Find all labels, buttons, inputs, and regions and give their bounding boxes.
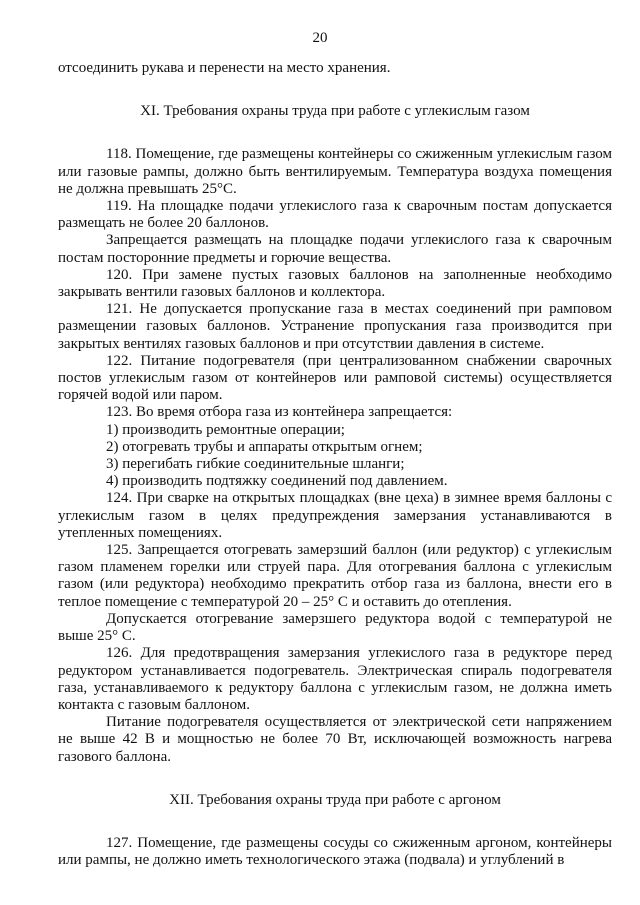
list-item: 2) отогревать трубы и аппараты открытым огнем; — [106, 438, 423, 455]
paragraph-118: 118. Помещение, где размещены контейнеры со сжиженным углекислым газом или газовые рампы, должно быть вентилируемым. Температура воздуха помещения не должна превышать 25°С. — [58, 146, 612, 197]
document-body — [58, 60, 612, 869]
section-11-title: XI. Требования охраны труда при работе с углекислым газом — [140, 103, 530, 120]
paragraph-119-prohibition: Запрещается размещать на площадке подачи углекислого газа к сварочным постам посторонние предметы и горючие вещества. — [58, 232, 612, 266]
paragraph-125-allowance: Допускается отогревание замерзшего редуктора водой с температурой не выше 25° С. — [58, 610, 612, 645]
list-item: 4) производить подтяжку соединений под давлением. — [106, 473, 448, 490]
continued-line: отсоединить рукава и перенести на место хранения. — [58, 60, 391, 76]
list-item: 3) перегибать гибкие соединительные шланги; — [106, 456, 405, 473]
paragraph-119: 119. На площадке подачи углекислого газа к сварочным постам допускается размещать не более 20 баллонов. — [58, 198, 612, 232]
paragraph-126: 126. Для предотвращения замерзания углекислого газа в редукторе перед редуктором устанавливается подогреватель. Электрическая спираль подогревателя газа, устанавливаемого к редуктору баллона с углекислым газом, не должна иметь контакта с газовым баллоном. — [58, 645, 612, 713]
page-number: 20 — [312, 30, 328, 46]
section-12-title: XII. Требования охраны труда при работе с аргоном — [169, 791, 501, 808]
paragraph-122: 122. Питание подогревателя (при централизованном снабжении сварочных постов углекислым газом от контейнеров или рамповой системы) осуществляется горячей водой или паром. — [58, 352, 612, 404]
paragraph-126-power: Питание подогревателя осуществляется от электрической сети напряжением не выше 42 В и мощностью не более 70 Вт, исключающей возможность нагрева газового баллона. — [58, 714, 612, 765]
paragraph-123: 123. Во время отбора газа из контейнера запрещается: — [106, 404, 453, 421]
paragraph-125: 125. Запрещается отогревать замерзший баллон (или редуктор) с углекислым газом пламенем горелки или струей пара. Для отогревания баллона с углекислым газом (или редуктора) необходимо прекратить отбор газа из баллона, внести его в теплое помещение с температурой 20 – 25° С и оставить до отепления. — [58, 542, 612, 610]
paragraph-127: 127. Помещение, где размещены сосуды со сжиженным аргоном, контейнеры или рампы, не должно иметь технологического этажа (подвала) и углублений в — [58, 834, 612, 869]
list-item: 1) производить ремонтные операции; — [106, 421, 345, 438]
paragraph-124: 124. При сварке на открытых площадках (вне цеха) в зимнее время баллоны с углекислым газом в целях предупреждения замерзания устанавливаются в утепленных помещениях. — [58, 490, 612, 541]
paragraph-121: 121. Не допускается пропускание газа в местах соединений при рамповом размещении газовых баллонов. Устранение пропускания газа производится при закрытых вентилях газовых баллонов и при отсутствии давления в системе. — [58, 301, 612, 352]
paragraph-120: 120. При замене пустых газовых баллонов на заполненные необходимо закрывать вентили газовых баллонов и коллектора. — [58, 266, 612, 301]
